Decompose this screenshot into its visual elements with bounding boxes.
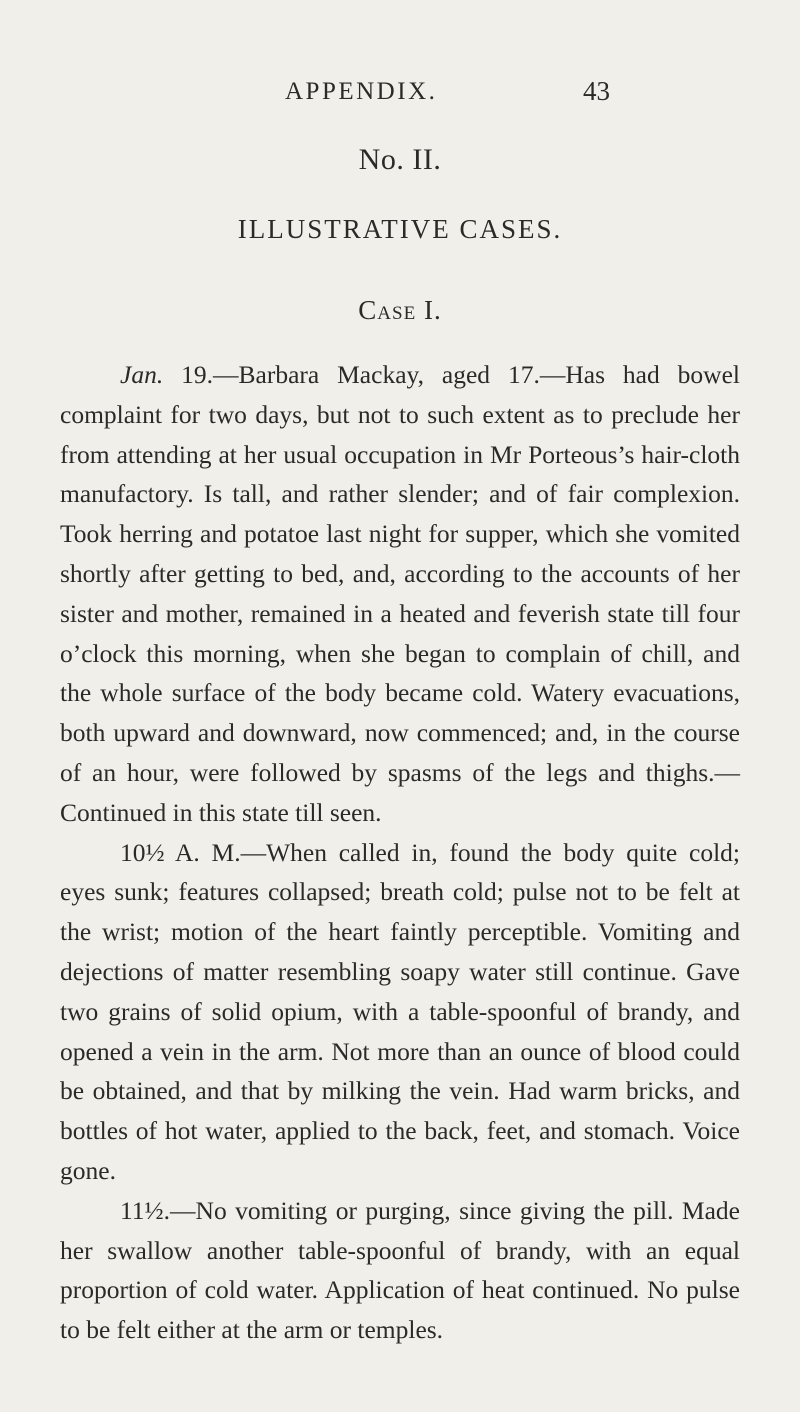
case-body bbox=[60, 355, 740, 1350]
paragraph-text: 10½ A. M.—When called in, found the body quite cold; eyes sunk; features collapsed; breath cold; pulse not to be felt at the wrist; motion of the heart faintly perceptible. Vomiting and dejections of matter resembling soapy water still continue. Gave two grains of solid opium, with a table-spoonful of brandy, and opened a vein in the arm. Not more than an ounce of blood could be obtained, and that by milking the vein. Had warm bricks, and bottles of hot water, applied to the back, feet, and stomach. Voice gone. bbox=[60, 837, 740, 1185]
case-paragraph-3 bbox=[60, 1191, 740, 1350]
case-paragraph-2 bbox=[60, 833, 740, 1191]
case-heading: Case I. bbox=[358, 295, 442, 325]
appendix-number-heading: No. II. bbox=[358, 143, 442, 176]
date-lead: Jan. bbox=[120, 360, 164, 389]
paragraph-text: 11½.—No vomiting or purging, since giving the pill. Made her swallow another table-spoonful of brandy, with an equal proportion of cold water. Application of heat continued. No pulse to be felt either at the arm or temples. bbox=[60, 1195, 740, 1345]
case-paragraph-1 bbox=[60, 355, 740, 833]
running-head: APPENDIX. bbox=[285, 78, 438, 105]
page-number: 43 bbox=[583, 76, 610, 106]
paragraph-text: 19.—Barbara Mackay, aged 17.—Has had bowel complaint for two days, but not to such extent as to preclude her from attending at her usual occupation in Mr Porteous’s hair-cloth manufactory. Is tall, and rather slender; and of fair complexion. Took herring and potatoe last night for supper, which she vomited shortly after getting to bed, and, according to the accounts of her sister and mother, remained in a heated and feverish state till four o’clock this morning, when she began to complain of chill, and the whole surface of the body became cold. Watery evacuations, both upward and downward, now commenced; and, in the course of an hour, were followed by spasms of the legs and thighs.—Continued in this state till seen. bbox=[60, 360, 740, 827]
section-title: ILLUSTRATIVE CASES. bbox=[237, 214, 563, 244]
